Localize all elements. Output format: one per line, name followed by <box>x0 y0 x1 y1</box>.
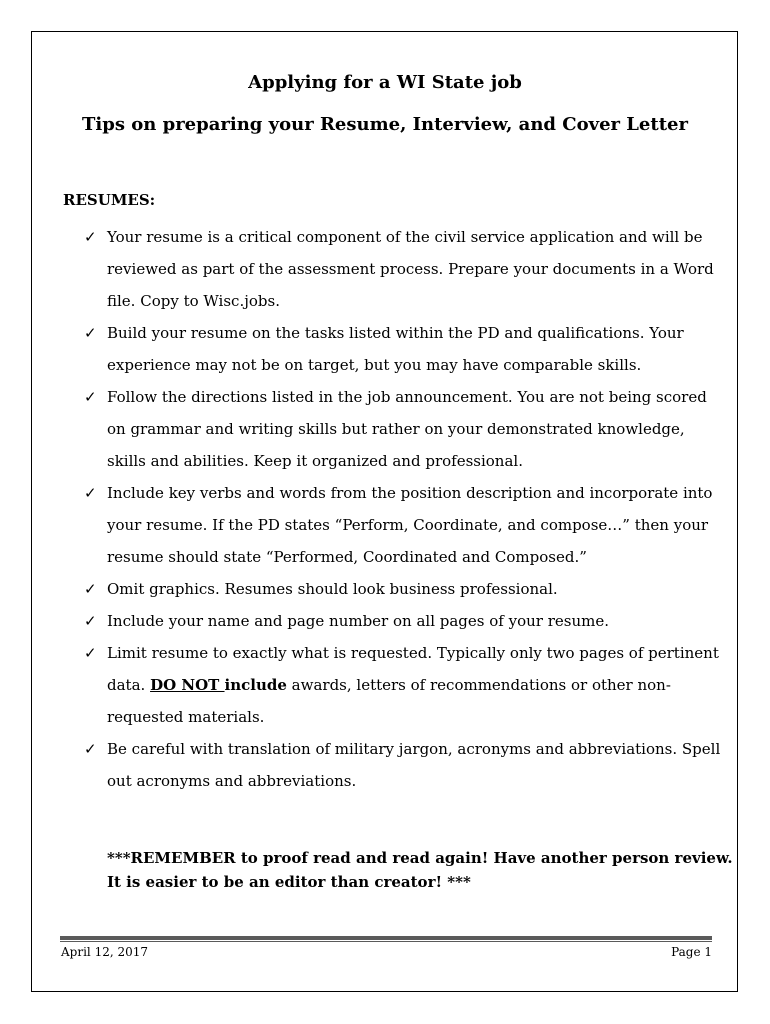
section-heading-resumes: RESUMES: <box>63 191 156 209</box>
check-icon: ✓ <box>84 612 97 630</box>
bullet-line: experience may not be on target, but you may have comparable skills. <box>107 356 642 374</box>
bullet-line: reviewed as part of the assessment process. Prepare your documents in a Word <box>107 260 714 278</box>
bullet-line <box>107 669 671 701</box>
document-subtitle: Tips on preparing your Resume, Interview, and Cover Letter <box>82 114 688 135</box>
bullet-line: Build your resume on the tasks listed within the PD and qualifications. Your <box>107 324 684 342</box>
check-icon: ✓ <box>84 324 97 342</box>
bullet-line: Include your name and page number on all pages of your resume. <box>107 612 609 630</box>
bullet-line: Omit graphics. Resumes should look business professional. <box>107 580 558 598</box>
bullet-line: Limit resume to exactly what is requested. Typically only two pages of pertinent <box>107 644 719 662</box>
bullet-line: Be careful with translation of military jargon, acronyms and abbreviations. Spell <box>107 740 721 758</box>
document-title: Applying for a WI State job <box>248 72 522 93</box>
bullet-line: requested materials. <box>107 708 265 726</box>
bullet-line: resume should state “Performed, Coordinated and Composed.” <box>107 548 587 566</box>
footer-rule <box>60 936 712 940</box>
bullet-line: Follow the directions listed in the job announcement. You are not being scored <box>107 388 707 406</box>
check-icon: ✓ <box>84 644 97 662</box>
do-not-emphasis: DO NOT <box>150 676 225 694</box>
reminder-line: It is easier to be an editor than creator! *** <box>107 873 471 891</box>
bullet-text: awards, letters of recommendations or other non- <box>286 676 671 694</box>
bullet-line: out acronyms and abbreviations. <box>107 772 357 790</box>
check-icon: ✓ <box>84 740 97 758</box>
bullet-line: skills and abilities. Keep it organized and professional. <box>107 452 523 470</box>
footer-date: April 12, 2017 <box>61 945 149 959</box>
bullet-line: on grammar and writing skills but rather on your demonstrated knowledge, <box>107 420 685 438</box>
include-emphasis: include <box>224 676 287 694</box>
check-icon: ✓ <box>84 228 97 246</box>
check-icon: ✓ <box>84 484 97 502</box>
check-icon: ✓ <box>84 580 97 598</box>
bullet-text: data. <box>107 676 151 694</box>
footer-rule-thin <box>60 941 712 942</box>
check-icon: ✓ <box>84 388 97 406</box>
bullet-line: file. Copy to Wisc.jobs. <box>107 292 280 310</box>
footer-page-number: Page 1 <box>671 945 712 959</box>
bullet-line: Your resume is a critical component of the civil service application and will be <box>107 228 703 246</box>
reminder-line: ***REMEMBER to proof read and read again! Have another person review. <box>107 849 733 867</box>
bullet-line: Include key verbs and words from the position description and incorporate into <box>107 484 713 502</box>
bullet-line: your resume. If the PD states “Perform, Coordinate, and compose…” then your <box>107 516 709 534</box>
